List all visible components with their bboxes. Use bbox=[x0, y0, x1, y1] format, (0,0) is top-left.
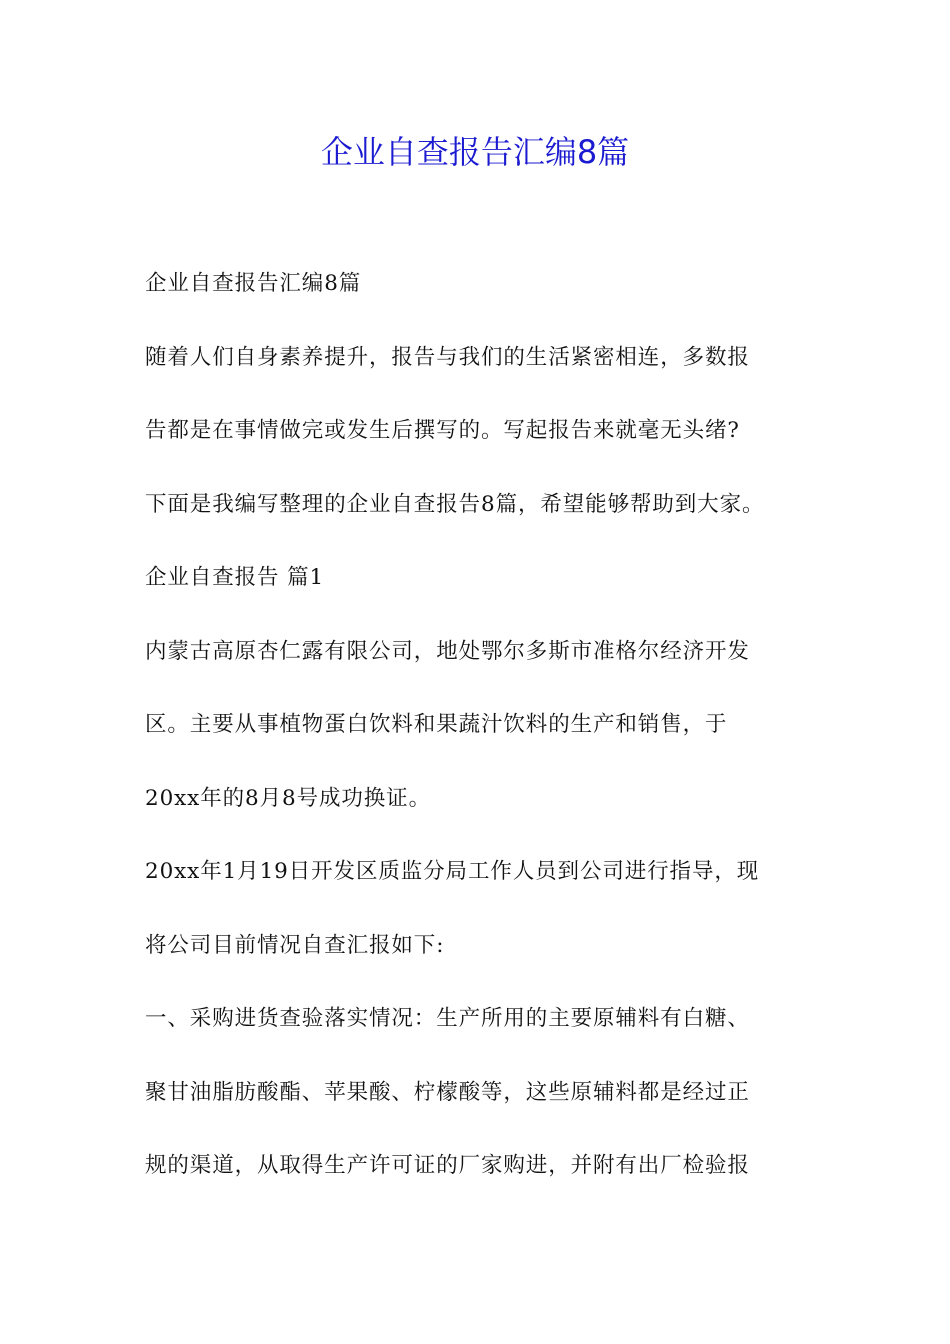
body-line: 一、采购进货查验落实情况：生产所用的主要原辅料有白糖、 bbox=[145, 1006, 750, 1031]
body-line: 将公司目前情况自查汇报如下: bbox=[145, 932, 445, 958]
body-line: 告都是在事情做完或发生后撰写的。写起报告来就毫无头绪? bbox=[145, 418, 740, 443]
body-line: 聚甘油脂肪酸酯、苹果酸、柠檬酸等，这些原辅料都是经过正 bbox=[145, 1079, 750, 1105]
body-line: 内蒙古高原杏仁露有限公司，地处鄂尔多斯市准格尔经济开发 bbox=[145, 638, 750, 664]
body-line: 企业自查报告汇编8篇 bbox=[145, 271, 362, 296]
body-line: 随着人们自身素养提升，报告与我们的生活紧密相连，多数报 bbox=[145, 344, 750, 370]
body-line: 20xx年1月19日开发区质监分局工作人员到公司进行指导，现 bbox=[145, 859, 760, 884]
body-line: 20xx年的8月8号成功换证。 bbox=[145, 785, 431, 811]
body-line: 区。主要从事植物蛋白饮料和果蔬汁饮料的生产和销售，于 bbox=[145, 712, 728, 737]
document-title: 企业自查报告汇编8篇 bbox=[320, 133, 630, 171]
body-line: 规的渠道，从取得生产许可证的厂家购进，并附有出厂检验报 bbox=[145, 1153, 750, 1178]
section-heading: 企业自查报告 篇1 bbox=[145, 565, 325, 590]
document-body bbox=[145, 264, 810, 1220]
body-line: 下面是我编写整理的企业自查报告8篇，希望能够帮助到大家。 bbox=[145, 491, 765, 517]
